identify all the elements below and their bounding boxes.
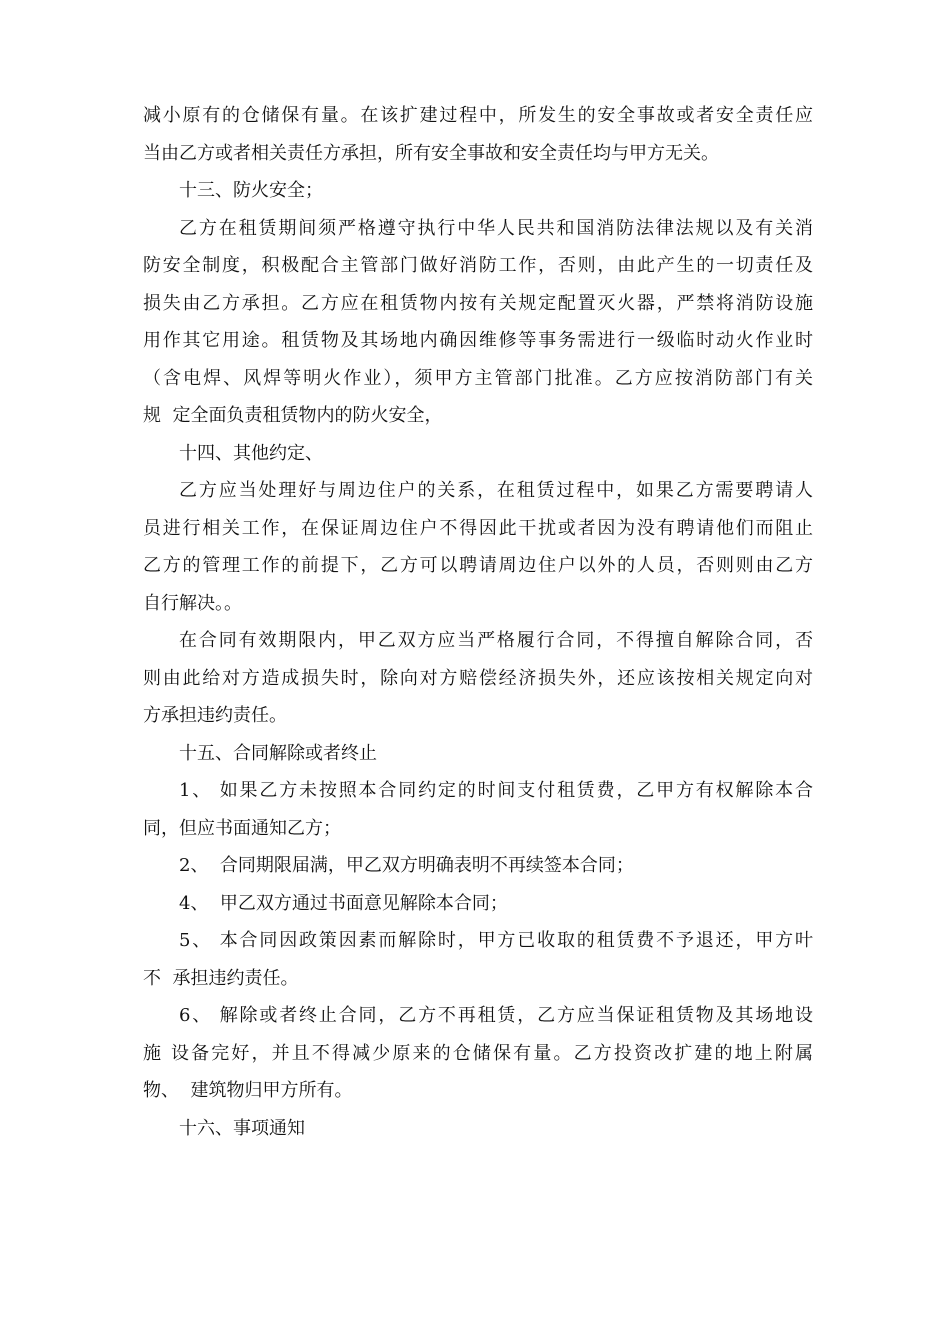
text-line: 用作其它用途。租赁物及其场地内确因维修等事务需进行一级临时动火作业时 xyxy=(143,330,813,351)
text-line: 自行解决。。 xyxy=(143,592,242,614)
list-item-line: 1、 如果乙方未按照本合同约定的时间支付租赁费，乙甲方有权解除本合 xyxy=(179,780,813,801)
text-line: 减小原有的仓储保有量。在该扩建过程中，所发生的安全事故或者安全责任应 xyxy=(143,105,813,126)
list-item-line: 2、 合同期限届满，甲乙双方明确表明不再续签本合同； xyxy=(179,855,634,876)
list-item-line: 同，但应书面通知乙方； xyxy=(143,817,341,839)
document-body xyxy=(143,97,813,1147)
section-heading: 十五、合同解除或者终止 xyxy=(179,742,377,764)
text-line: 在合同有效期限内，甲乙双方应当严格履行合同，不得擅自解除合同，否 xyxy=(179,630,813,651)
text-line: 员进行相关工作，在保证周边住户不得因此干扰或者因为没有聘请他们而阻止 xyxy=(143,517,813,539)
list-item-line: 物、 建筑物归甲方所有。 xyxy=(143,1080,353,1101)
list-item-line: 不 承担违约责任。 xyxy=(143,967,299,989)
text-line: 规 定全面负责租赁物内的防火安全， xyxy=(143,405,443,426)
section-heading: 十四、其他约定、 xyxy=(179,442,323,464)
list-item-line: 施 设备完好，并且不得减少原来的仓储保有量。乙方投资改扩建的地上附属 xyxy=(143,1042,813,1064)
text-line: 乙方在租赁期间须严格遵守执行中华人民共和国消防法律法规以及有关消 xyxy=(179,217,813,239)
text-line: 乙方的管理工作的前提下，乙方可以聘请周边住户以外的人员，否则则由乙方 xyxy=(143,555,813,576)
section-heading: 十六、事项通知 xyxy=(179,1117,305,1139)
text-line: （含电焊、风焊等明火作业），须甲方主管部门批准。乙方应按消防部门有关 xyxy=(143,367,813,389)
text-line: 防安全制度，积极配合主管部门做好消防工作，否则，由此产生的一切责任及 xyxy=(143,255,813,276)
text-line: 则由此给对方造成损失时，除向对方赔偿经济损失外，还应该按相关规定向对 xyxy=(143,667,813,689)
section-heading: 十三、防火安全； xyxy=(179,180,323,201)
text-line: 乙方应当处理好与周边住户的关系，在租赁过程中，如果乙方需要聘请人 xyxy=(179,480,813,501)
list-item-line: 6、 解除或者终止合同，乙方不再租赁，乙方应当保证租赁物及其场地设 xyxy=(179,1005,813,1026)
text-line: 当由乙方或者相关责任方承担，所有安全事故和安全责任均与甲方无关。 xyxy=(143,142,719,164)
list-item-line: 4、 甲乙双方通过书面意见解除本合同； xyxy=(179,892,508,914)
list-item-line: 5、 本合同因政策因素而解除时，甲方已收取的租赁费不予退还，甲方叶 xyxy=(179,930,813,951)
text-line: 方承担违约责任。 xyxy=(143,705,287,726)
text-line: 损失由乙方承担。乙方应在租赁物内按有关规定配置灭火器，严禁将消防设施 xyxy=(143,292,813,314)
